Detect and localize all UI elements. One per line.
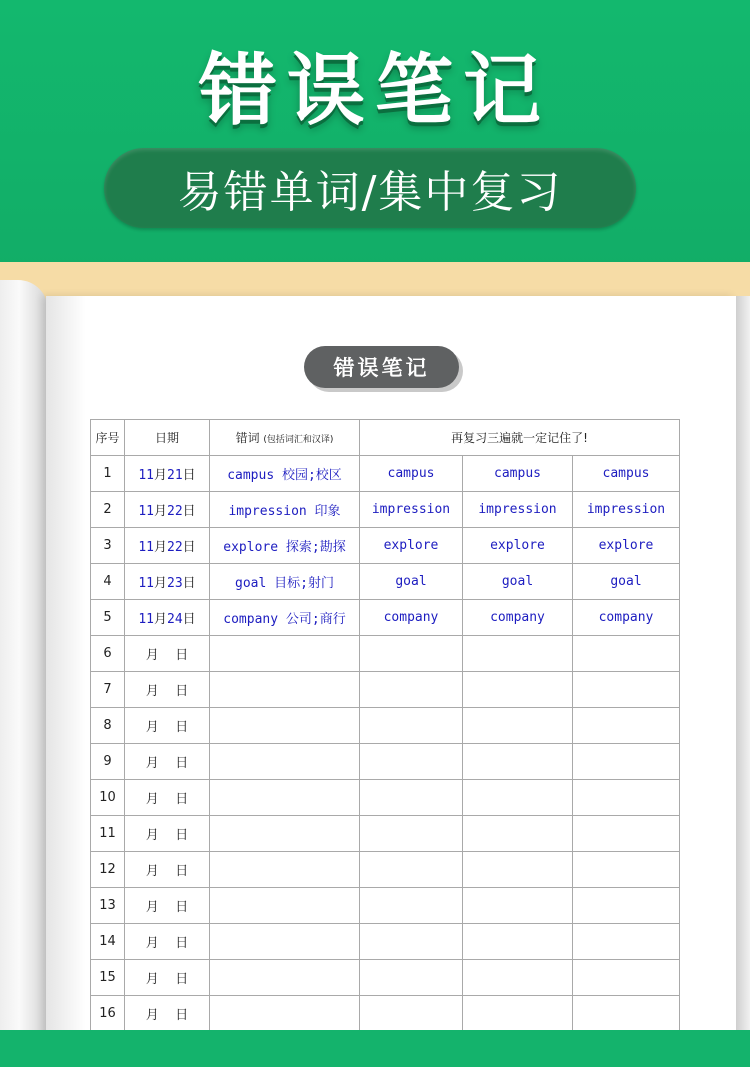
review-3 xyxy=(573,852,680,888)
row-date xyxy=(125,456,210,492)
day-label: 日 xyxy=(182,504,196,519)
wrong-word xyxy=(210,816,360,852)
wrong-word: explore 探索;勘探 xyxy=(210,528,360,564)
row-number: 5 xyxy=(91,600,125,636)
table-row xyxy=(91,924,680,960)
wrong-word xyxy=(210,636,360,672)
page-gutter-shadow xyxy=(46,296,86,1040)
notebook xyxy=(0,280,750,1040)
review-3 xyxy=(573,924,680,960)
table-row xyxy=(91,888,680,924)
wrong-word: goal 目标;射门 xyxy=(210,564,360,600)
review-3 xyxy=(573,960,680,996)
review-3 xyxy=(573,708,680,744)
day-label: 日 xyxy=(175,864,189,879)
day-label: 日 xyxy=(182,468,196,483)
review-2: explore xyxy=(463,528,573,564)
row-number: 12 xyxy=(91,852,125,888)
row-date xyxy=(125,960,210,996)
review-2: campus xyxy=(463,456,573,492)
day-label: 日 xyxy=(182,576,196,591)
date-month: 11 xyxy=(138,504,154,519)
day-label: 日 xyxy=(175,792,189,807)
row-number: 8 xyxy=(91,708,125,744)
wrong-word xyxy=(210,708,360,744)
month-label: 月 xyxy=(153,576,167,591)
row-date xyxy=(125,564,210,600)
day-label: 日 xyxy=(175,756,189,771)
review-1 xyxy=(360,744,463,780)
col-header-date: 日期 xyxy=(125,420,210,456)
wrong-word xyxy=(210,888,360,924)
date-month: 11 xyxy=(138,468,154,483)
review-3 xyxy=(573,996,680,1032)
date-day: 23 xyxy=(167,576,183,591)
wrong-word xyxy=(210,780,360,816)
row-number: 3 xyxy=(91,528,125,564)
review-2 xyxy=(463,996,573,1032)
table-header-row xyxy=(91,420,680,456)
notebook-page xyxy=(46,296,736,1040)
date-day: 22 xyxy=(167,540,183,555)
wrong-word: company 公司;商行 xyxy=(210,600,360,636)
col-header-word-label: 错词 xyxy=(235,431,260,445)
review-1 xyxy=(360,888,463,924)
day-label: 日 xyxy=(175,900,189,915)
table-row xyxy=(91,600,680,636)
month-label: 月 xyxy=(145,972,159,987)
review-3 xyxy=(573,672,680,708)
row-number: 15 xyxy=(91,960,125,996)
row-date xyxy=(125,600,210,636)
wrong-word: impression 印象 xyxy=(210,492,360,528)
col-header-word-note: (包括词汇和汉译) xyxy=(263,435,334,445)
review-2 xyxy=(463,852,573,888)
review-3: goal xyxy=(573,564,680,600)
review-2 xyxy=(463,636,573,672)
month-label: 月 xyxy=(145,1008,159,1023)
wrong-word xyxy=(210,924,360,960)
subtitle-text: 易错单词/集中复习 xyxy=(177,167,563,218)
review-2 xyxy=(463,816,573,852)
day-label: 日 xyxy=(175,648,189,663)
row-date xyxy=(125,528,210,564)
review-3 xyxy=(573,636,680,672)
month-label: 月 xyxy=(145,864,159,879)
table-row xyxy=(91,960,680,996)
row-date xyxy=(125,816,210,852)
table-row xyxy=(91,816,680,852)
date-month: 11 xyxy=(138,540,154,555)
review-1 xyxy=(360,924,463,960)
date-day: 24 xyxy=(167,612,183,627)
wrong-word xyxy=(210,996,360,1032)
review-1: company xyxy=(360,600,463,636)
table-row xyxy=(91,780,680,816)
review-3: explore xyxy=(573,528,680,564)
table-row xyxy=(91,996,680,1032)
footer-band xyxy=(0,1030,750,1067)
col-header-review: 再复习三遍就一定记住了! xyxy=(360,420,680,456)
month-label: 月 xyxy=(145,936,159,951)
review-3 xyxy=(573,888,680,924)
month-label: 月 xyxy=(153,612,167,627)
review-1: impression xyxy=(360,492,463,528)
review-2 xyxy=(463,960,573,996)
table-row xyxy=(91,852,680,888)
table-row xyxy=(91,564,680,600)
table-row xyxy=(91,492,680,528)
row-number: 6 xyxy=(91,636,125,672)
table-row xyxy=(91,528,680,564)
row-number: 14 xyxy=(91,924,125,960)
row-number: 11 xyxy=(91,816,125,852)
review-1 xyxy=(360,636,463,672)
review-1 xyxy=(360,996,463,1032)
month-label: 月 xyxy=(145,792,159,807)
row-number: 10 xyxy=(91,780,125,816)
date-day: 22 xyxy=(167,504,183,519)
row-date xyxy=(125,996,210,1032)
month-label: 月 xyxy=(145,828,159,843)
col-header-no: 序号 xyxy=(91,420,125,456)
day-label: 日 xyxy=(182,612,196,627)
row-date xyxy=(125,744,210,780)
page-tag: 错误笔记 xyxy=(304,346,459,388)
review-2 xyxy=(463,780,573,816)
table-row xyxy=(91,456,680,492)
row-date xyxy=(125,780,210,816)
review-3 xyxy=(573,816,680,852)
day-label: 日 xyxy=(175,684,189,699)
left-page-curl xyxy=(0,280,48,1040)
review-1 xyxy=(360,852,463,888)
wrong-word xyxy=(210,744,360,780)
review-3: impression xyxy=(573,492,680,528)
row-number: 1 xyxy=(91,456,125,492)
review-1 xyxy=(360,672,463,708)
month-label: 月 xyxy=(153,504,167,519)
day-label: 日 xyxy=(175,828,189,843)
month-label: 月 xyxy=(145,900,159,915)
review-3: company xyxy=(573,600,680,636)
error-table xyxy=(90,419,680,1032)
review-1: goal xyxy=(360,564,463,600)
day-label: 日 xyxy=(175,936,189,951)
review-3 xyxy=(573,780,680,816)
row-date xyxy=(125,924,210,960)
page-title: 错误笔记 xyxy=(198,46,551,136)
col-header-word xyxy=(210,420,360,456)
review-2: company xyxy=(463,600,573,636)
wrong-word xyxy=(210,672,360,708)
subtitle-pill xyxy=(104,148,636,228)
review-3: campus xyxy=(573,456,680,492)
review-1 xyxy=(360,780,463,816)
month-label: 月 xyxy=(153,468,167,483)
review-2 xyxy=(463,708,573,744)
date-day: 21 xyxy=(167,468,183,483)
right-page-edge xyxy=(736,296,750,1040)
date-month: 11 xyxy=(138,612,154,627)
month-label: 月 xyxy=(145,720,159,735)
review-2 xyxy=(463,672,573,708)
day-label: 日 xyxy=(182,540,196,555)
review-2 xyxy=(463,888,573,924)
day-label: 日 xyxy=(175,720,189,735)
review-1 xyxy=(360,960,463,996)
review-2: impression xyxy=(463,492,573,528)
row-date xyxy=(125,492,210,528)
row-number: 4 xyxy=(91,564,125,600)
table-row xyxy=(91,708,680,744)
review-3 xyxy=(573,744,680,780)
day-label: 日 xyxy=(175,972,189,987)
row-number: 13 xyxy=(91,888,125,924)
row-date xyxy=(125,708,210,744)
row-date xyxy=(125,888,210,924)
review-2: goal xyxy=(463,564,573,600)
review-1 xyxy=(360,816,463,852)
month-label: 月 xyxy=(145,756,159,771)
review-2 xyxy=(463,924,573,960)
wrong-word xyxy=(210,960,360,996)
table-row xyxy=(91,744,680,780)
row-date xyxy=(125,636,210,672)
table-row xyxy=(91,636,680,672)
review-2 xyxy=(463,744,573,780)
row-date xyxy=(125,852,210,888)
month-label: 月 xyxy=(153,540,167,555)
wrong-word xyxy=(210,852,360,888)
month-label: 月 xyxy=(145,684,159,699)
review-1: explore xyxy=(360,528,463,564)
header-banner xyxy=(0,0,750,270)
row-number: 9 xyxy=(91,744,125,780)
date-month: 11 xyxy=(138,576,154,591)
review-1: campus xyxy=(360,456,463,492)
row-number: 7 xyxy=(91,672,125,708)
table-row xyxy=(91,672,680,708)
month-label: 月 xyxy=(145,648,159,663)
row-date xyxy=(125,672,210,708)
wrong-word: campus 校园;校区 xyxy=(210,456,360,492)
row-number: 2 xyxy=(91,492,125,528)
review-1 xyxy=(360,708,463,744)
day-label: 日 xyxy=(175,1008,189,1023)
row-number: 16 xyxy=(91,996,125,1032)
